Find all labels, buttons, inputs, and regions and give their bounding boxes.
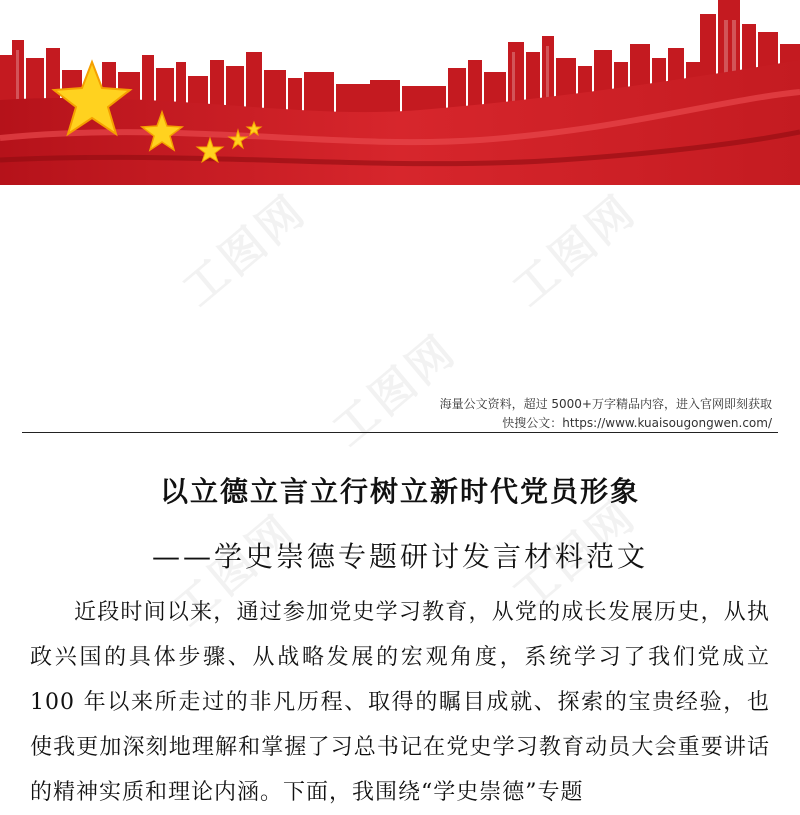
notice-line: 海量公文资料，超过 5000+万字精品内容，进入官网即刻获取 xyxy=(439,397,772,411)
watermark: 工图网 xyxy=(163,504,307,637)
watermark: 工图网 xyxy=(323,324,467,457)
body-paragraph: 近段时间以来，通过参加党史学习教育，从党的成长发展历史，从执政兴国的具体步骤、从战略发展的宏观角度，系统学习了我们党成立 100 年以来所走过的非凡历程、取得的瞩目成就、探索的宝贵经验，也使我更加深刻地理解和掌握了习总书记在党史学习教育动员大会重要讲话的精神实质和理论内涵。下面，我围绕“学史崇德”专题 xyxy=(30,600,770,805)
watermark: 工图网 xyxy=(503,184,647,317)
divider-line xyxy=(22,432,778,433)
notice-website: 快搜公文：https://www.kuaisougongwen.com/ xyxy=(502,416,772,430)
watermark: 工图网 xyxy=(173,184,317,317)
header-banner xyxy=(0,0,800,185)
watermark: 工图网 xyxy=(503,489,647,622)
header-notice xyxy=(440,395,772,433)
document-title: 以立德立言立行树立新时代党员形象 xyxy=(159,475,640,508)
document-subtitle: ——学史崇德专题研讨发言材料范文 xyxy=(151,540,648,573)
